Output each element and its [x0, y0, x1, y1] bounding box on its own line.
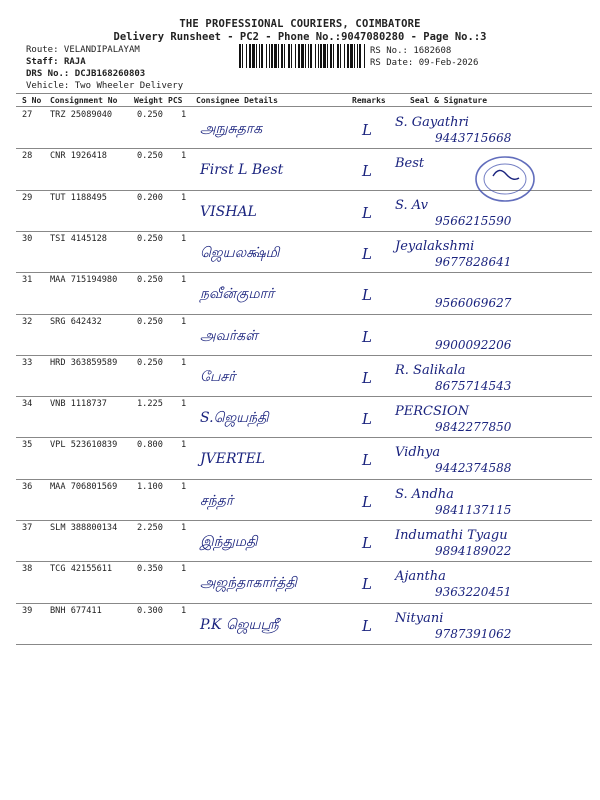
- row-pcs: 1: [181, 316, 187, 327]
- row-consignment: MAA 706801569: [50, 481, 118, 492]
- row-weight: 0.350: [137, 564, 163, 575]
- row-pcs: 1: [181, 481, 187, 492]
- row-weight: 0.250: [137, 110, 163, 120]
- row-consignment: TCG 42155611: [50, 564, 113, 575]
- row-divider: [16, 355, 592, 356]
- row-sno: 33: [22, 357, 33, 368]
- row-signature: Nityani: [395, 610, 444, 626]
- drs-label: DRS No.:: [26, 69, 70, 79]
- row-phone: 9842277850: [435, 420, 512, 435]
- row-pcs: 1: [181, 523, 187, 533]
- row-pcs: 1: [181, 357, 187, 368]
- row-signature: Best: [395, 156, 425, 172]
- vehicle-text: Vehicle: Two Wheeler Delivery: [26, 81, 184, 91]
- row-remark-mark: L: [362, 616, 372, 635]
- row-consignee-handwriting: ஜெயலக்ஷ்மி: [200, 244, 280, 261]
- row-pcs: 1: [181, 192, 187, 203]
- row-sno: 32: [22, 316, 33, 327]
- drs-line: [26, 69, 145, 79]
- rs-number: RS No.: 1682608: [370, 46, 452, 56]
- row-remark-mark: L: [362, 451, 372, 470]
- row-pcs: 1: [181, 440, 187, 451]
- row-weight: 0.300: [137, 605, 163, 616]
- row-consignee-handwriting: P.K ஜெயஸ்ரீ: [200, 616, 279, 633]
- row-consignee-handwriting: அவர்கள்: [200, 327, 258, 344]
- rs-date: RS Date: 09-Feb-2026: [370, 58, 479, 68]
- runsheet-title: Delivery Runsheet - PC2 - Phone No.:9047080280 - Page No.:3: [113, 31, 487, 43]
- row-phone: 9443715668: [435, 131, 512, 145]
- row-pcs: 1: [181, 233, 187, 244]
- company-title: THE PROFESSIONAL COURIERS, COIMBATORE: [179, 18, 421, 30]
- col-remarks: Remarks: [352, 96, 386, 105]
- row-sno: 35: [22, 440, 33, 451]
- header-top-rule: [16, 93, 592, 94]
- row-consignment: TRZ 25089040: [50, 110, 113, 120]
- row-consignment: TUT 1188495: [50, 192, 107, 203]
- row-weight: 0.250: [137, 275, 163, 286]
- staff-value: RAJA: [63, 57, 86, 67]
- row-consignee-handwriting: S.ஜெயந்தி: [200, 410, 269, 427]
- row-remark-mark: L: [362, 203, 372, 222]
- row-consignee-handwriting: அஜந்தாகார்த்தி: [200, 575, 297, 592]
- row-remark-mark: L: [362, 162, 372, 181]
- row-remark-mark: L: [362, 492, 372, 511]
- row-signature: S. Gayathri: [395, 115, 469, 130]
- row-weight: 0.250: [137, 357, 163, 368]
- row-divider: [16, 231, 592, 232]
- row-sno: 34: [22, 399, 33, 410]
- route-text: Route: VELANDIPALAYAM: [26, 45, 140, 55]
- row-consignee-handwriting: அநுசுதாக: [200, 121, 263, 137]
- row-remark-mark: L: [362, 327, 372, 346]
- header-bottom-rule: [16, 106, 592, 107]
- row-divider: [16, 437, 592, 438]
- row-signature: Vidhya: [395, 445, 441, 461]
- row-signature: R. Salikala: [395, 362, 466, 378]
- row-remark-mark: L: [362, 368, 372, 387]
- row-remark-mark: L: [362, 121, 372, 139]
- row-sno: 30: [22, 233, 33, 244]
- staff-label: Staff:: [26, 57, 59, 67]
- row-consignment: TSI 4145128: [50, 233, 107, 244]
- drs-value: DCJB168260803: [74, 69, 146, 79]
- row-consignment: CNR 1926418: [50, 151, 107, 162]
- row-sno: 29: [22, 192, 33, 203]
- row-consignee-handwriting: VISHAL: [200, 203, 257, 220]
- row-consignee-handwriting: First L Best: [200, 162, 284, 179]
- row-phone: 8675714543: [435, 378, 512, 393]
- row-signature: Indumathi Tyagu: [395, 528, 508, 543]
- row-sno: 39: [22, 605, 33, 616]
- row-weight: 0.250: [137, 233, 163, 244]
- col-consignment: Consignment No: [50, 96, 118, 105]
- row-consignee-handwriting: பேசர்: [200, 368, 236, 385]
- col-consignee: Consignee Details: [196, 96, 278, 105]
- row-sno: 37: [22, 523, 33, 533]
- row-weight: 0.250: [137, 151, 163, 162]
- row-phone: 9841137115: [435, 502, 512, 517]
- row-signature: S. Andha: [395, 486, 454, 502]
- row-consignee-handwriting: JVERTEL: [200, 451, 266, 468]
- row-divider: [16, 520, 592, 521]
- row-phone: 9787391062: [435, 626, 512, 641]
- seal-stamp-image: [473, 154, 537, 204]
- row-sno: 28: [22, 151, 33, 162]
- row-pcs: 1: [181, 399, 187, 410]
- row-consignment: SRG 642432: [50, 316, 102, 327]
- row-signature: PERCSION: [395, 404, 470, 420]
- row-signature: Jeyalakshmi: [395, 238, 475, 254]
- staff-line: [26, 57, 86, 67]
- row-divider: [16, 314, 592, 315]
- col-pcs: PCS: [168, 96, 183, 105]
- row-weight: 0.800: [137, 440, 163, 451]
- row-sno: 31: [22, 275, 33, 286]
- row-phone: 9566215590: [435, 213, 512, 228]
- row-phone: 9677828641: [435, 254, 512, 269]
- row-pcs: 1: [181, 151, 187, 162]
- row-signature: S. Av: [395, 197, 428, 213]
- row-signature: Ajantha: [395, 569, 446, 585]
- row-weight: 0.200: [137, 192, 163, 203]
- row-weight: 0.250: [137, 316, 163, 327]
- row-weight: 1.100: [137, 481, 163, 492]
- row-remark-mark: L: [362, 410, 372, 429]
- col-weight: Weight: [134, 96, 163, 105]
- row-phone: 9900092206: [435, 337, 512, 352]
- row-divider: [16, 561, 592, 562]
- row-sno: 27: [22, 110, 33, 120]
- row-consignment: BNH 677411: [50, 605, 102, 616]
- row-remark-mark: L: [362, 534, 372, 552]
- row-phone: 9442374588: [435, 461, 512, 476]
- row-pcs: 1: [181, 605, 187, 616]
- row-phone: 9363220451: [435, 585, 512, 600]
- row-consignee-handwriting: சந்தர்: [200, 492, 234, 509]
- row-pcs: 1: [181, 275, 187, 286]
- row-divider: [16, 396, 592, 397]
- row-weight: 1.225: [137, 399, 163, 410]
- row-weight: 2.250: [137, 523, 163, 533]
- row-consignment: VNB 1118737: [50, 399, 107, 410]
- row-divider: [16, 272, 592, 273]
- row-sno: 38: [22, 564, 33, 575]
- row-pcs: 1: [181, 110, 187, 120]
- row-consignment: SLM 388800134: [50, 523, 118, 533]
- row-consignee-handwriting: நவீன்குமார்: [200, 286, 275, 303]
- row-consignment: HRD 363859589: [50, 357, 118, 368]
- barcode-image: [239, 44, 367, 68]
- row-consignee-handwriting: இந்துமதி: [200, 534, 258, 550]
- row-divider: [16, 479, 592, 480]
- row-pcs: 1: [181, 564, 187, 575]
- row-divider: [16, 644, 592, 645]
- col-seal-signature: Seal & Signature: [410, 96, 488, 105]
- row-consignment: MAA 715194980: [50, 275, 118, 286]
- row-sno: 36: [22, 481, 33, 492]
- col-sno: S No: [22, 96, 42, 105]
- row-consignment: VPL 523610839: [50, 440, 118, 451]
- row-remark-mark: L: [362, 244, 372, 263]
- row-divider: [16, 603, 592, 604]
- row-remark-mark: L: [362, 286, 372, 305]
- row-divider: [16, 148, 592, 149]
- row-remark-mark: L: [362, 575, 372, 594]
- row-phone: 9894189022: [435, 544, 512, 558]
- row-phone: 9566069627: [435, 296, 512, 311]
